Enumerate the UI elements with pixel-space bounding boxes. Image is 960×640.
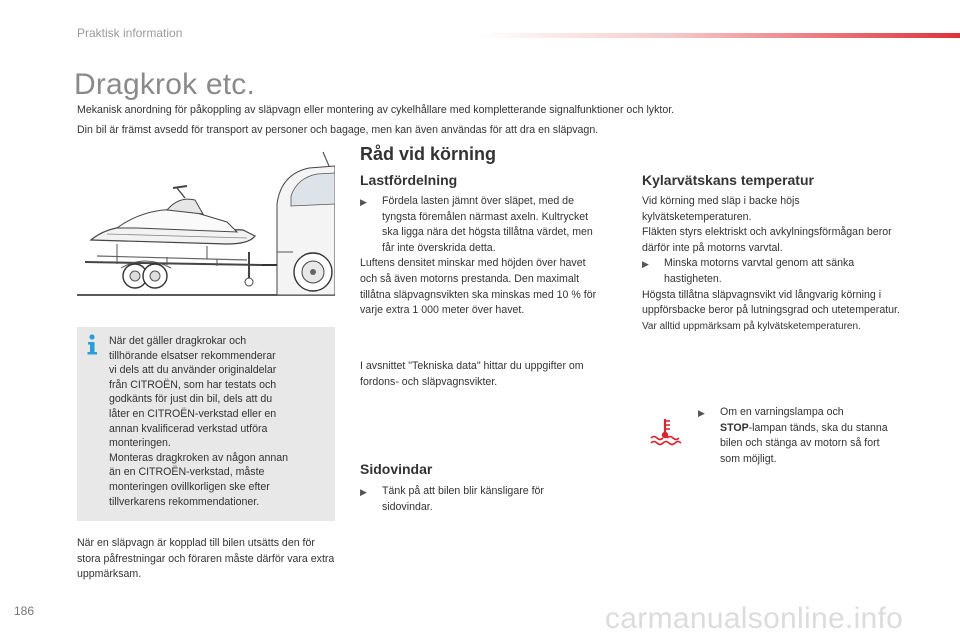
intro-paragraph-2: Din bil är främst avsedd för transport av personer och bagage, men kan även användas för att dra en släpvagn.	[77, 124, 599, 136]
bullet-arrow-icon: ▶	[360, 197, 367, 207]
crosswind-bullet: ▶ Tänk på att bilen blir känsligare för sidovindar.	[360, 484, 590, 515]
load-bullet: ▶ Fördela lasten jämnt över släpet, med de tyngsta föremålen närmast axeln. Kultrycket ska ligga nära det högsta tillåtna värdet, men får inte överskrida detta.	[360, 194, 600, 256]
crosswind-block	[360, 484, 590, 515]
warning-bullet	[698, 405, 898, 467]
page-title: Dragkrok etc.	[74, 68, 255, 101]
intro-paragraph-1: Mekanisk anordning för påkoppling av släpvagn eller montering av cykelhållare med kompletterande signalfunktioner och lyktor.	[77, 104, 675, 116]
coolant-paragraph-3: Högsta tillåtna släpvagnsvikt vid långvarig körning i uppförsbacke beror på lutningsgrad och utetemperatur.	[642, 288, 900, 317]
coolant-paragraph-4: Var alltid uppmärksam på kylvätsketemperaturen.	[642, 320, 861, 332]
stop-label: STOP	[720, 421, 749, 434]
info-icon	[85, 333, 99, 355]
coolant-block	[642, 194, 910, 334]
load-distribution-heading: Lastfördelning	[360, 172, 458, 188]
page-number: 186	[14, 604, 35, 618]
warning-text-after: -lampan tänds, ska du stanna bilen och stänga av motorn så fort som möjligt.	[720, 421, 888, 465]
crosswind-heading: Sidovindar	[360, 461, 433, 477]
header-accent-bar	[480, 33, 960, 38]
towing-caution-text: När en släpvagn är kopplad till bilen utsätts den för stora påfrestningar och föraren måste därför vara extra uppmärksam.	[77, 537, 335, 581]
load-paragraph-1: Luftens densitet minskar med höjden över havet och så även motorns prestanda. Den maximalt tillåtna släpvagnsvikten ska minskas med 10 % för varje extra 1 000 meter över havet.	[360, 257, 597, 317]
bullet-arrow-icon: ▶	[698, 408, 705, 418]
section-title: Råd vid körning	[360, 144, 497, 164]
coolant-temperature-warning-icon	[648, 416, 682, 446]
warning-text-before: Om en varningslampa och	[720, 406, 844, 418]
warning-block	[698, 405, 898, 467]
bullet-arrow-icon: ▶	[360, 487, 367, 497]
load-distribution-block	[360, 194, 600, 319]
info-box-text: När det gäller dragkrokar och tillhörande elsatser rekommenderar vi dels att du använder originaldelar från CITROËN, som har testats och godkänts för just din bil, dels att du låter en CITROËN-verkstad eller en annan kvalificerad verkstad utföra monteringen. Monteras dragkroken av någon annan än en CITROËN-verkstad, måste monteringen ovillkorligen ske efter tillverkarens rekommendationer.	[109, 335, 289, 508]
bullet-arrow-icon: ▶	[642, 259, 649, 270]
coolant-bullet: ▶ Minska motorns varvtal genom att sänka hastigheten.	[642, 256, 910, 287]
trailer-illustration	[77, 144, 335, 300]
load-paragraph-2: I avsnittet "Tekniska data" hittar du uppgifter om fordons- och släpvagnsvikter.	[360, 360, 584, 388]
running-header: Praktisk information	[77, 26, 183, 40]
coolant-paragraph-2: Fläkten styrs elektriskt och avkylningsförmågan beror därför inte på motorns varvtal.	[642, 226, 892, 254]
coolant-heading: Kylarvätskans temperatur	[642, 172, 814, 188]
coolant-paragraph-1: Vid körning med släp i backe höjs kylvätsketemperaturen.	[642, 195, 800, 223]
info-box	[77, 327, 335, 521]
watermark: carmanualsonline.info	[605, 602, 904, 635]
